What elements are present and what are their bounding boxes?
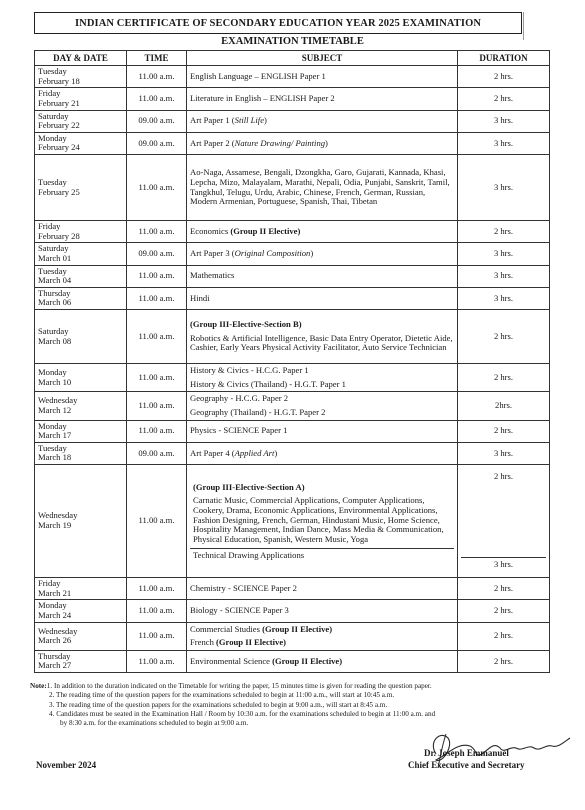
table-row	[35, 392, 550, 420]
subject-cell: Hindi	[187, 287, 458, 309]
date-text: March 27	[38, 660, 72, 671]
subject-text-end: )	[325, 137, 328, 148]
subject-cell	[187, 310, 458, 364]
time-cell: 11.00 a.m.	[127, 287, 187, 309]
table-row	[35, 600, 550, 622]
exam-title-text: INDIAN CERTIFICATE OF SECONDARY EDUCATION YEAR 2025 EXAMINATION	[74, 17, 482, 29]
time-cell: 09.00 a.m.	[127, 132, 187, 154]
day-text: Wednesday	[38, 395, 78, 406]
time-cell: 11.00 a.m.	[127, 310, 187, 364]
day-date-cell	[35, 66, 127, 88]
subject-text: Commercial Studies	[190, 623, 263, 634]
table-row	[35, 578, 550, 600]
table-row	[35, 364, 550, 392]
subject-line	[190, 637, 454, 649]
day-date-cell	[35, 132, 127, 154]
date-text: March 08	[38, 335, 72, 346]
time-cell: 11.00 a.m.	[127, 465, 187, 578]
subject-segment	[190, 480, 454, 549]
subject-text: Art Paper 4 (	[190, 447, 235, 458]
date-text: February 24	[38, 142, 80, 153]
subject-line: History & Civics - H.C.G. Paper 1	[190, 365, 309, 375]
time-cell: 11.00 a.m.	[127, 155, 187, 221]
column-header-duration: DURATION	[458, 51, 550, 66]
subject-bold-text: (Group II Elective)	[262, 623, 333, 634]
time-cell: 11.00 a.m.	[127, 88, 187, 110]
subject-text: Environmental Science	[190, 655, 273, 666]
date-text: March 04	[38, 275, 72, 286]
table-row	[35, 650, 550, 672]
day-text: Friday	[38, 221, 61, 231]
subject-text: Art Paper 3 (	[190, 248, 235, 259]
signatory-name: Dr. Joseph Emmanuel	[424, 748, 509, 758]
day-text: Monday	[38, 420, 67, 431]
note-item: 4. Candidates must be seated in the Examination Hall / Room by 10:30 a.m. for the examinations scheduled to begin at 11:00 a.m. and	[49, 710, 436, 719]
date-text: March 18	[38, 452, 72, 463]
subject-cell: Biology - SCIENCE Paper 3	[187, 600, 458, 622]
time-cell: 11.00 a.m.	[127, 578, 187, 600]
table-row	[35, 66, 550, 88]
duration-cell	[458, 465, 550, 578]
day-text: Tuesday	[38, 66, 67, 76]
subject-cell	[187, 110, 458, 132]
day-text: Saturday	[38, 110, 69, 121]
subject-cell	[187, 221, 458, 243]
timetable-table	[34, 50, 550, 673]
duration-cell: 3 hrs.	[458, 287, 550, 309]
table-row	[35, 243, 550, 265]
time-cell: 11.00 a.m.	[127, 420, 187, 442]
time-cell: 11.00 a.m.	[127, 364, 187, 392]
date-text: March 10	[38, 376, 72, 387]
subject-cell: Physics - SCIENCE Paper 1	[187, 420, 458, 442]
subject-italic-text: Still Life	[234, 115, 265, 126]
duration-cell: 2hrs.	[458, 392, 550, 420]
time-cell: 11.00 a.m.	[127, 265, 187, 287]
day-date-cell	[35, 364, 127, 392]
date-text: March 26	[38, 635, 72, 646]
day-text: Tuesday	[38, 265, 67, 276]
day-date-cell	[35, 88, 127, 110]
day-text: Thursday	[38, 287, 71, 298]
issue-date: November 2024	[36, 760, 97, 770]
date-text: February 21	[38, 97, 80, 108]
duration-cell: 2 hrs.	[458, 578, 550, 600]
day-date-cell	[35, 310, 127, 364]
duration-cell: 2 hrs.	[458, 622, 550, 650]
table-row	[35, 465, 550, 578]
table-row	[35, 287, 550, 309]
exam-title	[34, 12, 522, 34]
date-text: March 21	[38, 587, 72, 598]
date-text: February 25	[38, 186, 80, 197]
day-date-cell	[35, 420, 127, 442]
subject-italic-text: Original Composition	[234, 248, 311, 259]
day-date-cell	[35, 465, 127, 578]
time-cell: 09.00 a.m.	[127, 442, 187, 464]
duration-cell: 2 hrs.	[458, 310, 550, 364]
table-row	[35, 420, 550, 442]
day-date-cell	[35, 622, 127, 650]
subject-line: Geography (Thailand) - H.G.T. Paper 2	[190, 406, 326, 417]
duration-cell: 3 hrs.	[458, 155, 550, 221]
subject-italic-text: Nature Drawing/ Painting	[234, 137, 326, 148]
subject-cell	[187, 650, 458, 672]
subject-text-end: )	[264, 115, 267, 126]
time-cell: 11.00 a.m.	[127, 392, 187, 420]
subject-cell	[187, 442, 458, 464]
note-item: 3. The reading time of the question papers for the examinations scheduled to begin at 9:00 a.m., will start at 8:45 a.m.	[49, 700, 388, 709]
day-date-cell	[35, 155, 127, 221]
subject-cell	[187, 392, 458, 420]
duration-segment: 2 hrs.	[461, 470, 546, 558]
subject-bold-text: (Group II Elective)	[272, 655, 343, 666]
day-text: Wednesday	[38, 625, 78, 636]
subject-line: Geography - H.C.G. Paper 2	[190, 393, 289, 404]
timetable-subtitle: EXAMINATION TIMETABLE	[221, 36, 364, 47]
column-header-subject: SUBJECT	[187, 51, 458, 66]
subject-text-end: )	[274, 447, 278, 458]
time-cell: 11.00 a.m.	[127, 622, 187, 650]
table-row	[35, 221, 550, 243]
duration-segment-extra: 3 hrs.	[493, 559, 514, 570]
subject-cell	[187, 364, 458, 392]
subject-text: Economics	[190, 225, 231, 236]
table-header-row	[35, 51, 550, 66]
subject-cell: Ao-Naga, Assamese, Bengali, Dzongkha, Garo, Gujarati, Kannada, Khasi, Lepcha, Mizo, Malayalam, Marathi, Nepali, Odia, Punjabi, Sanskrit, Tamil, Tangkhul, Telugu, Urdu, Arabic, Chinese, French, German, Russian, Modern Armenian, Portuguese, Spanish, Thai, Tibetan	[187, 155, 458, 221]
subject-cell	[187, 132, 458, 154]
subject-cell: English Language – ENGLISH Paper 1	[187, 66, 458, 88]
subject-cell: Literature in English – ENGLISH Paper 2	[187, 88, 458, 110]
day-text: Friday	[38, 88, 61, 99]
duration-cell: 2 hrs.	[458, 221, 550, 243]
time-cell: 11.00 a.m.	[127, 650, 187, 672]
column-header-time: TIME	[127, 51, 187, 66]
day-text: Monday	[38, 600, 67, 611]
date-text: March 12	[38, 404, 72, 415]
subject-text: Art Paper 1 (	[190, 115, 235, 126]
table-row	[35, 110, 550, 132]
day-date-cell	[35, 243, 127, 265]
day-date-cell	[35, 221, 127, 243]
day-text: Saturday	[38, 243, 69, 254]
subject-text: Robotics & Artificial Intelligence, Basic Data Entry Operator, Dietetic Aide, Cashier, Early Years Physical Activity Facilitator, Auto Service Technician	[190, 332, 453, 353]
day-date-cell	[35, 392, 127, 420]
subject-cell	[187, 622, 458, 650]
date-text: February 28	[38, 230, 80, 241]
time-cell: 09.00 a.m.	[127, 110, 187, 132]
duration-cell: 2 hrs.	[458, 364, 550, 392]
day-text: Monday	[38, 367, 67, 377]
duration-cell: 3 hrs.	[458, 265, 550, 287]
time-cell: 11.00 a.m.	[127, 66, 187, 88]
date-text: March 17	[38, 430, 72, 441]
subject-cell	[187, 243, 458, 265]
day-date-cell	[35, 287, 127, 309]
table-row	[35, 442, 550, 464]
day-text: Tuesday	[38, 442, 67, 453]
day-text: Friday	[38, 578, 61, 588]
date-text: February 18	[38, 75, 80, 86]
subject-group-heading: (Group III-Elective-Section B)	[190, 319, 302, 330]
date-text: March 19	[38, 520, 72, 530]
subject-line: History & Civics (Thailand) - H.G.T. Paper 1	[190, 378, 346, 389]
note-item: 1. In addition to the duration indicated on the Timetable for writing the paper, 15 minutes time is given for reading the question paper.	[46, 682, 432, 690]
duration-cell: 2 hrs.	[458, 650, 550, 672]
date-text: March 24	[38, 609, 72, 620]
note-item: 2. The reading time of the question papers for the examinations scheduled to begin at 11:00 a.m., will start at 10:45 a.m.	[49, 691, 395, 700]
day-date-cell	[35, 442, 127, 464]
duration-cell: 2 hrs.	[458, 420, 550, 442]
subject-cell: Mathematics	[187, 265, 458, 287]
notes-label: Note:	[30, 682, 47, 690]
subject-bold-text: (Group II Elective)	[230, 225, 301, 236]
subject-segment-extra: Technical Drawing Applications	[193, 549, 305, 560]
table-row	[35, 310, 550, 364]
time-cell: 11.00 a.m.	[127, 600, 187, 622]
day-date-cell	[35, 110, 127, 132]
day-date-cell	[35, 265, 127, 287]
subject-line	[190, 624, 454, 636]
note-item-continuation: by 8:30 a.m. for the examinations scheduled to begin at 9:00 a.m.	[60, 719, 249, 728]
date-text: March 01	[38, 252, 72, 263]
duration-cell: 3 hrs.	[458, 442, 550, 464]
day-text: Saturday	[38, 325, 69, 336]
day-text: Monday	[38, 132, 67, 143]
table-row	[35, 88, 550, 110]
subject-text: Art Paper 2 (	[190, 137, 235, 148]
subject-text: French	[190, 637, 217, 648]
column-header-day-date: DAY & DATE	[35, 51, 127, 66]
day-text: Thursday	[38, 650, 71, 661]
duration-cell: 2 hrs.	[458, 88, 550, 110]
note-line	[30, 682, 550, 691]
duration-cell: 3 hrs.	[458, 243, 550, 265]
signatory-title: Chief Executive and Secretary	[408, 760, 525, 770]
day-date-cell	[35, 600, 127, 622]
time-cell: 09.00 a.m.	[127, 243, 187, 265]
subject-text-end: )	[310, 248, 314, 259]
day-date-cell	[35, 650, 127, 672]
day-text: Wednesday	[38, 510, 78, 521]
subject-group-heading: (Group III-Elective-Section A)	[193, 481, 305, 492]
date-text: March 06	[38, 297, 72, 308]
table-row	[35, 265, 550, 287]
subject-cell	[187, 465, 458, 578]
subject-bold-text: (Group II Elective)	[216, 637, 287, 648]
subject-cell: Chemistry - SCIENCE Paper 2	[187, 578, 458, 600]
duration-cell: 3 hrs.	[458, 110, 550, 132]
date-text: February 22	[38, 120, 80, 131]
duration-cell: 2 hrs.	[458, 66, 550, 88]
day-text: Tuesday	[38, 176, 67, 187]
table-row	[35, 155, 550, 221]
duration-cell: 2 hrs.	[458, 600, 550, 622]
subject-text: Carnatic Music, Commercial Applications, Computer Applications, Cookery, Drama, Economic Applications, Environmental Applications, Fashion Designing, French, German, Hindustani Music, Home Science, Hospitality Management, Indian Dance, Mass Media & Communication, Physical Education, Spanish, Western Music, Yoga	[193, 495, 444, 544]
subject-italic-text: Applied Art	[234, 447, 275, 458]
duration-cell: 3 hrs.	[458, 132, 550, 154]
time-cell: 11.00 a.m.	[127, 221, 187, 243]
table-row	[35, 622, 550, 650]
table-row	[35, 132, 550, 154]
notes-section	[30, 682, 550, 729]
day-date-cell	[35, 578, 127, 600]
